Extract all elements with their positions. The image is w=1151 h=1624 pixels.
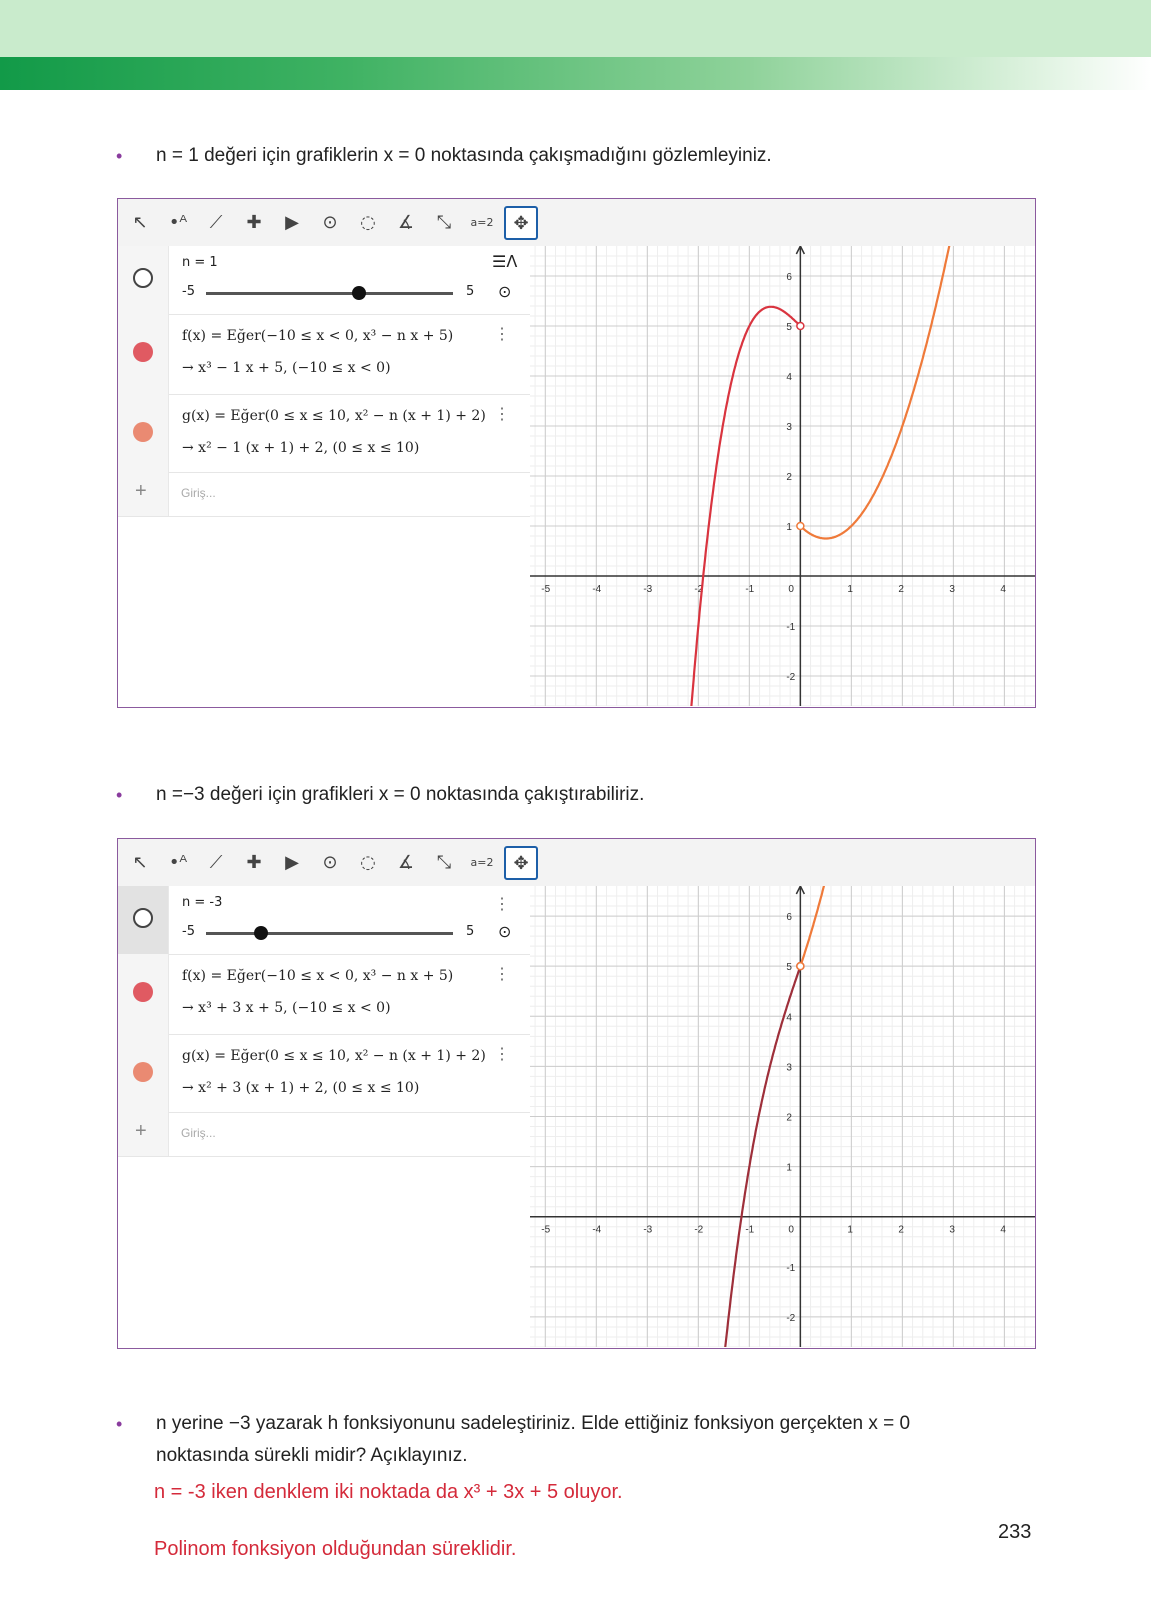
y-tick-label: 6 bbox=[786, 912, 792, 924]
slider-label: n = 1 bbox=[182, 255, 218, 270]
more-icon[interactable]: ⋮ bbox=[494, 966, 510, 983]
move-icon[interactable]: ↖ bbox=[132, 211, 148, 233]
y-tick-label: 2 bbox=[786, 472, 792, 483]
slider-min: -5 bbox=[182, 284, 195, 299]
answer-line-1: n = -3 iken denklem iki noktada da x³ + 3x + 5 oluyor. bbox=[154, 1481, 623, 1503]
perpendicular-icon[interactable]: ✚ bbox=[246, 211, 262, 233]
bullet-dot: • bbox=[116, 146, 123, 166]
point-icon[interactable]: •ᴬ bbox=[168, 211, 188, 233]
perpendicular-icon[interactable]: ✚ bbox=[246, 851, 262, 873]
bullet-text: n =−3 değeri için grafikleri x = 0 noktasında çakıştırabiliriz. bbox=[156, 784, 645, 805]
g-row[interactable] bbox=[118, 394, 530, 473]
slider-icon[interactable]: a=2 bbox=[470, 855, 494, 869]
bullet-text: n yerine −3 yazarak h fonksiyonunu sadeleştiriniz. Elde ettiğiniz fonksiyon gerçekten x = 0 bbox=[156, 1413, 911, 1434]
visibility-toggle-icon[interactable] bbox=[133, 268, 153, 288]
visibility-toggle-icon[interactable] bbox=[133, 422, 153, 442]
header-band bbox=[0, 0, 1151, 58]
slider-min: -5 bbox=[182, 924, 195, 939]
y-tick-label: 5 bbox=[786, 962, 792, 974]
y-tick-label: 6 bbox=[786, 272, 792, 283]
plus-icon: + bbox=[135, 480, 147, 502]
page-number: 233 bbox=[998, 1521, 1032, 1543]
endpoint-marker bbox=[797, 523, 804, 530]
endpoint-marker bbox=[797, 323, 804, 330]
x-tick-label: -1 bbox=[745, 584, 755, 595]
y-tick-label: 1 bbox=[786, 522, 792, 533]
circle-through-points-icon[interactable]: ◌ bbox=[360, 211, 376, 233]
input-bar[interactable] bbox=[118, 472, 530, 517]
polygon-icon[interactable]: ▶ bbox=[285, 851, 299, 873]
graphics-view[interactable] bbox=[530, 886, 1035, 1348]
y-tick-label: -1 bbox=[786, 1262, 796, 1274]
input-bar[interactable] bbox=[118, 1112, 530, 1157]
play-icon[interactable]: ⊙ bbox=[498, 922, 512, 941]
circle-icon[interactable]: ⊙ bbox=[322, 211, 338, 233]
bullet-dot: • bbox=[116, 785, 123, 805]
slider-track[interactable] bbox=[206, 932, 453, 935]
line-icon[interactable]: ⟋ bbox=[209, 851, 223, 873]
x-tick-label: 4 bbox=[1000, 584, 1006, 595]
x-tick-label: -1 bbox=[745, 1224, 755, 1236]
f-definition: f(x) = Eğer(−10 ≤ x < 0, x³ − n x + 5) bbox=[182, 968, 454, 984]
circle-through-points-icon[interactable]: ◌ bbox=[360, 851, 376, 873]
y-tick-label: -2 bbox=[786, 1312, 796, 1324]
series-line bbox=[800, 246, 1035, 539]
x-tick-label: -5 bbox=[541, 1224, 551, 1236]
slider-row[interactable] bbox=[118, 246, 530, 315]
input-placeholder: Giriş... bbox=[181, 1126, 216, 1140]
x-tick-label: -4 bbox=[592, 584, 602, 595]
visibility-toggle-icon[interactable] bbox=[133, 982, 153, 1002]
geogebra-window-2 bbox=[117, 838, 1036, 1349]
move-graphics-view-icon[interactable]: ✥ bbox=[504, 846, 538, 880]
y-tick-label: 4 bbox=[786, 1012, 792, 1024]
slider-max: 5 bbox=[466, 924, 475, 939]
x-tick-label: 4 bbox=[1000, 1224, 1006, 1236]
x-tick-label: -3 bbox=[643, 1224, 653, 1236]
x-tick-label: -4 bbox=[592, 1224, 602, 1236]
y-tick-label: -1 bbox=[786, 622, 796, 633]
point-icon[interactable]: •ᴬ bbox=[168, 851, 188, 873]
play-icon[interactable]: ⊙ bbox=[498, 282, 512, 301]
x-tick-label: -3 bbox=[643, 584, 653, 595]
y-tick-label: 2 bbox=[786, 1112, 792, 1124]
g-row[interactable] bbox=[118, 1034, 530, 1113]
slider-max: 5 bbox=[466, 284, 475, 299]
x-tick-label: -2 bbox=[694, 1224, 704, 1236]
answer-line-2: Polinom fonksiyon olduğundan süreklidir. bbox=[154, 1538, 517, 1560]
algebra-view bbox=[118, 886, 530, 1348]
x-tick-label: -5 bbox=[541, 584, 551, 595]
x-tick-label: 1 bbox=[847, 584, 853, 595]
y-tick-label: 4 bbox=[786, 372, 792, 383]
x-tick-label: 2 bbox=[898, 584, 904, 595]
geogebra-window-1 bbox=[117, 198, 1036, 708]
x-tick-label: -2 bbox=[694, 584, 704, 595]
f-row[interactable] bbox=[118, 954, 530, 1035]
more-icon[interactable]: ⋮ bbox=[494, 896, 510, 913]
slider-row[interactable] bbox=[118, 886, 530, 955]
algebra-style-icon[interactable]: ☰ᐱ bbox=[492, 252, 518, 271]
move-icon[interactable]: ↖ bbox=[132, 851, 148, 873]
g-result: → x² + 3 (x + 1) + 2, (0 ≤ x ≤ 10) bbox=[182, 1080, 420, 1096]
y-tick-label: 3 bbox=[786, 1062, 792, 1074]
x-tick-label: 1 bbox=[847, 1224, 853, 1236]
y-tick-label: -2 bbox=[786, 672, 796, 683]
f-row[interactable] bbox=[118, 314, 530, 395]
geogebra-toolbar bbox=[118, 839, 1035, 886]
g-definition: g(x) = Eğer(0 ≤ x ≤ 10, x² − n (x + 1) + 2) bbox=[182, 1048, 486, 1064]
bullet-text: n = 1 değeri için grafiklerin x = 0 noktasında çakışmadığını gözlemleyiniz. bbox=[156, 145, 772, 166]
more-icon[interactable]: ⋮ bbox=[494, 1046, 510, 1063]
graphics-view[interactable] bbox=[530, 246, 1035, 707]
g-result: → x² − 1 (x + 1) + 2, (0 ≤ x ≤ 10) bbox=[182, 440, 420, 456]
graph-canvas[interactable] bbox=[530, 246, 1035, 706]
circle-icon[interactable]: ⊙ bbox=[322, 851, 338, 873]
slider-knob[interactable] bbox=[352, 286, 366, 300]
slider-knob[interactable] bbox=[254, 926, 268, 940]
plus-icon: + bbox=[135, 1120, 147, 1142]
polygon-icon[interactable]: ▶ bbox=[285, 211, 299, 233]
g-definition: g(x) = Eğer(0 ≤ x ≤ 10, x² − n (x + 1) + 2) bbox=[182, 408, 486, 424]
slider-label: n = -3 bbox=[182, 895, 223, 910]
y-tick-label: 3 bbox=[786, 422, 792, 433]
graph-canvas[interactable] bbox=[530, 886, 1035, 1347]
y-tick-label: 1 bbox=[786, 1162, 792, 1174]
visibility-toggle-icon[interactable] bbox=[133, 342, 153, 362]
reflect-icon[interactable]: ⤡ bbox=[436, 851, 452, 873]
line-icon[interactable]: ⟋ bbox=[209, 211, 223, 233]
x-tick-label: 0 bbox=[788, 584, 794, 595]
x-tick-label: 3 bbox=[949, 584, 955, 595]
geogebra-toolbar bbox=[118, 199, 1035, 246]
more-icon[interactable]: ⋮ bbox=[494, 326, 510, 343]
more-icon[interactable]: ⋮ bbox=[494, 406, 510, 423]
bullet-text-continued: noktasında sürekli midir? Açıklayınız. bbox=[156, 1445, 468, 1466]
angle-icon[interactable]: ∡ bbox=[397, 851, 415, 873]
reflect-icon[interactable]: ⤡ bbox=[436, 211, 452, 233]
x-tick-label: 0 bbox=[788, 1224, 794, 1236]
endpoint-marker bbox=[797, 963, 804, 970]
f-definition: f(x) = Eğer(−10 ≤ x < 0, x³ − n x + 5) bbox=[182, 328, 454, 344]
x-tick-label: 2 bbox=[898, 1224, 904, 1236]
visibility-toggle-icon[interactable] bbox=[133, 1062, 153, 1082]
slider-icon[interactable]: a=2 bbox=[470, 215, 494, 229]
algebra-view bbox=[118, 246, 530, 707]
header-green-bar bbox=[0, 57, 1151, 90]
input-placeholder: Giriş... bbox=[181, 486, 216, 500]
y-tick-label: 5 bbox=[786, 322, 792, 333]
bullet-dot: • bbox=[116, 1414, 123, 1434]
slider-track[interactable] bbox=[206, 292, 453, 295]
x-tick-label: 3 bbox=[949, 1224, 955, 1236]
f-result: → x³ − 1 x + 5, (−10 ≤ x < 0) bbox=[182, 360, 391, 376]
angle-icon[interactable]: ∡ bbox=[397, 211, 415, 233]
visibility-toggle-icon[interactable] bbox=[133, 908, 153, 928]
f-result: → x³ + 3 x + 5, (−10 ≤ x < 0) bbox=[182, 1000, 391, 1016]
move-graphics-view-icon[interactable]: ✥ bbox=[504, 206, 538, 240]
